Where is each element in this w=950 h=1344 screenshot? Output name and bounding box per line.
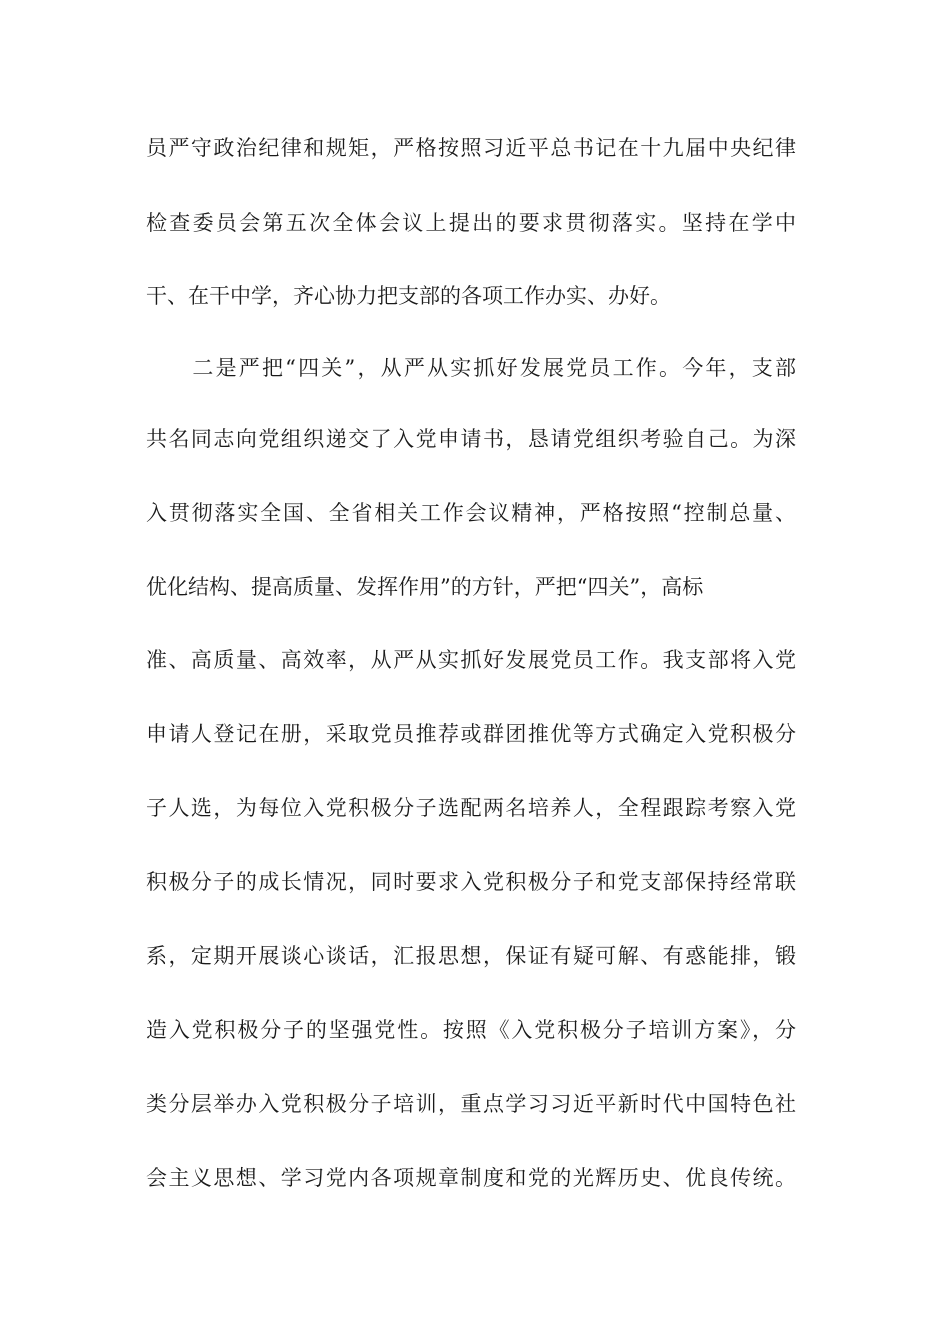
paragraph-line: 优化结构、提高质量、发挥作用”的方针，严把“四关”，高标: [146, 575, 704, 599]
paragraph-line: 造入党积极分子的坚强党性。按照《入党积极分子培训方案》，分: [146, 1018, 796, 1042]
paragraph-line: 准、高质量、高效率，从严从实抓好发展党员工作。我支部将入党: [146, 648, 796, 672]
paragraph-line: 共名同志向党组织递交了入党申请书，恳请党组织考验自己。为深: [146, 427, 796, 451]
paragraph-line: 系，定期开展谈心谈话，汇报思想，保证有疑可解、有惑能排，锻: [146, 944, 796, 968]
paragraph-line: 检查委员会第五次全体会议上提出的要求贯彻落实。坚持在学中: [146, 211, 796, 235]
paragraph-line: 子人选，为每位入党积极分子选配两名培养人，全程跟踪考察入党: [146, 796, 796, 820]
paragraph-line: 类分层举办入党积极分子培训，重点学习习近平新时代中国特色社: [146, 1092, 796, 1116]
paragraph-line: 申请人登记在册，采取党员推荐或群团推优等方式确定入党积极分: [146, 722, 796, 746]
paragraph-line: 积极分子的成长情况，同时要求入党积极分子和党支部保持经常联: [146, 870, 796, 894]
paragraph-line: 干、在干中学，齐心协力把支部的各项工作办实、办好。: [146, 284, 671, 308]
paragraph-line: 会主义思想、学习党内各项规章制度和党的光辉历史、优良传统。: [146, 1166, 796, 1190]
paragraph-line: 二是严把“四关”，从严从实抓好发展党员工作。今年，支部: [146, 356, 796, 380]
paragraph-line: 入贯彻落实全国、全省相关工作会议精神，严格按照“控制总量、: [146, 501, 796, 525]
paragraph-line: 员严守政治纪律和规矩，严格按照习近平总书记在十九届中央纪律: [146, 136, 796, 160]
